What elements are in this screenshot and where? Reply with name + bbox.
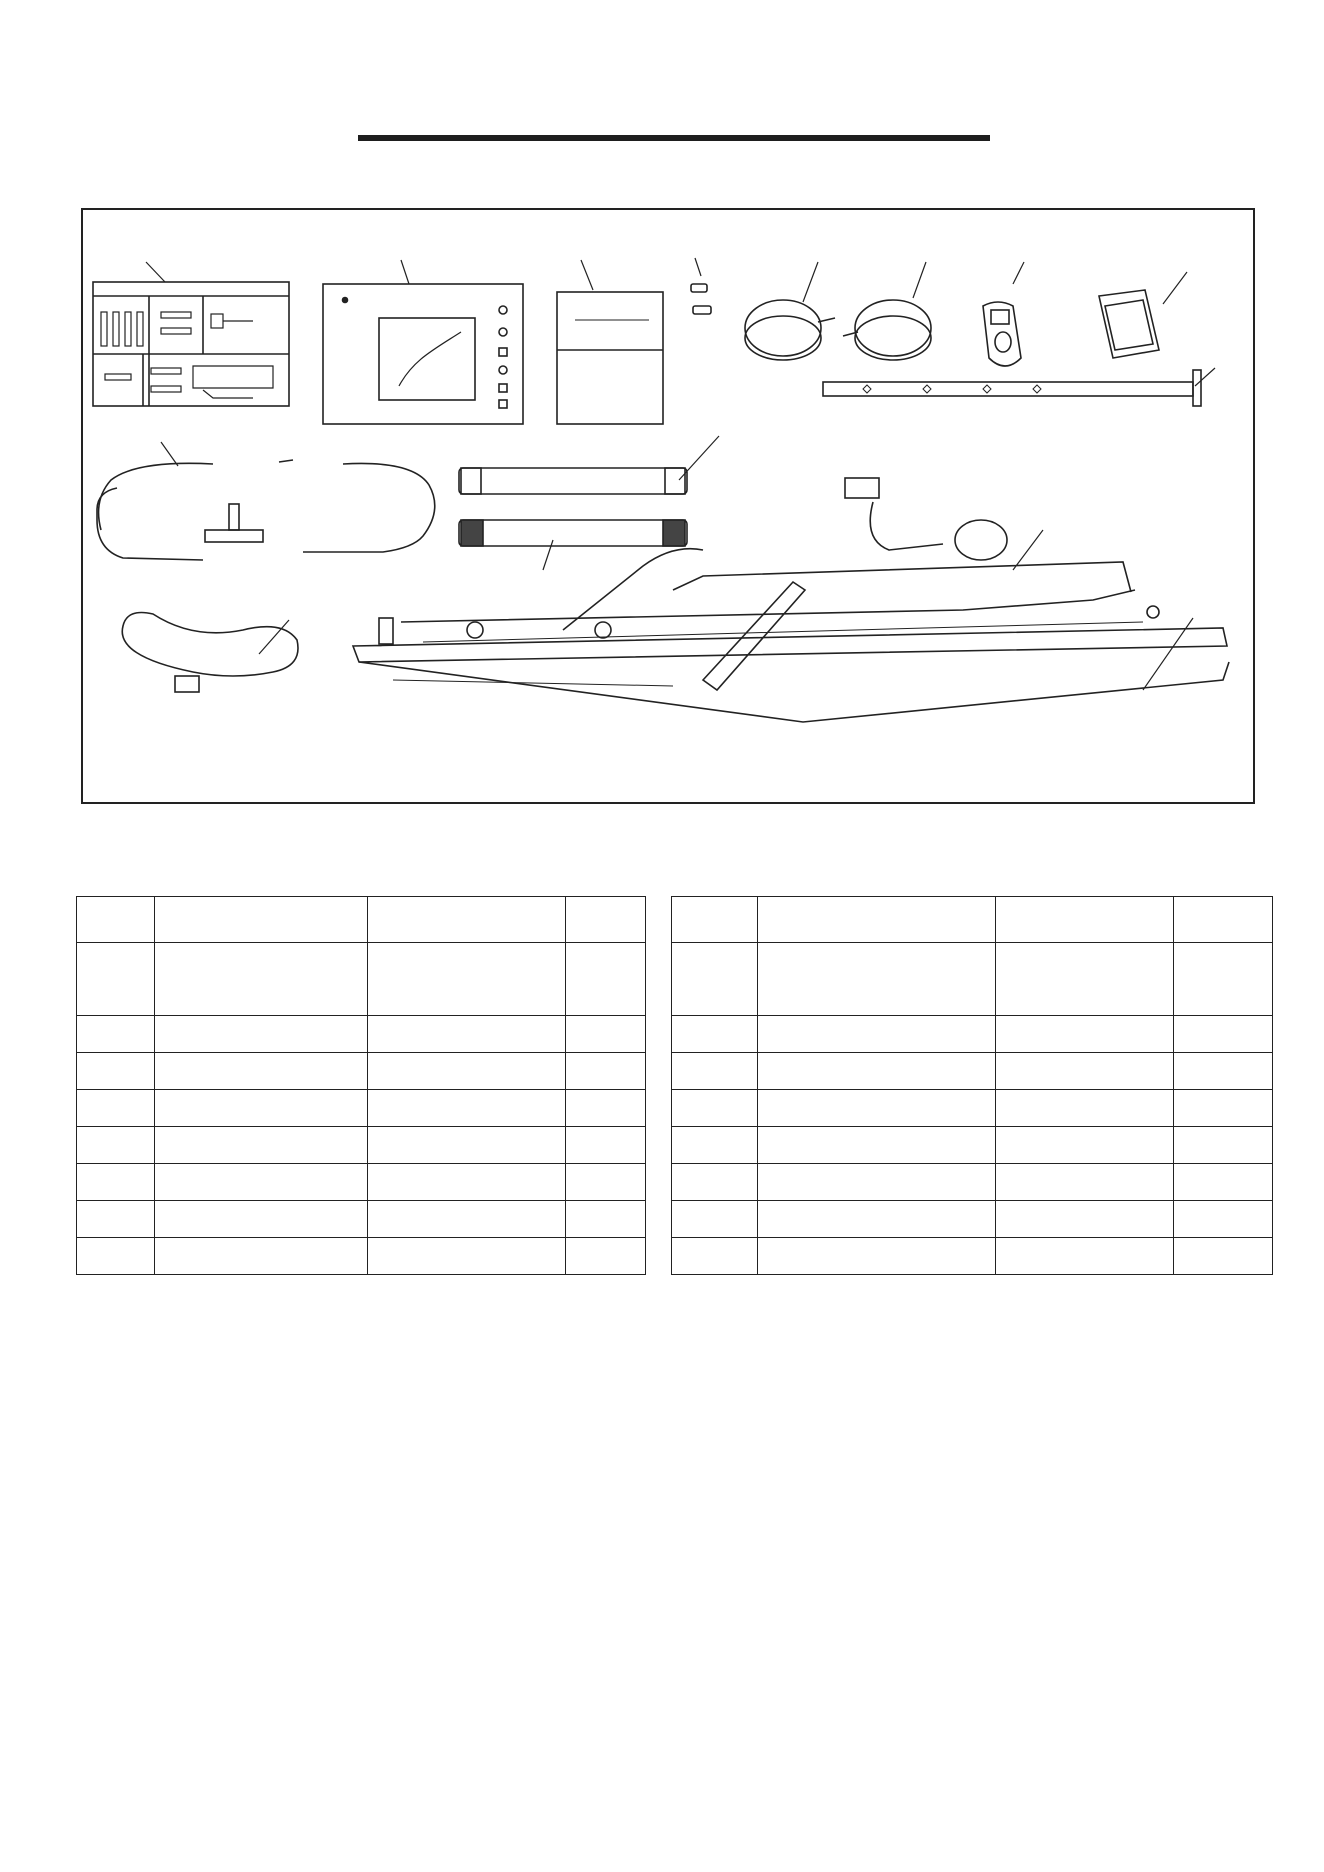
table-row xyxy=(77,1164,646,1201)
table-cell xyxy=(1174,943,1273,1016)
table-cell xyxy=(566,943,646,1016)
table-header-row xyxy=(672,897,1273,943)
seat xyxy=(122,613,298,693)
table-cell xyxy=(672,1201,758,1238)
header-cell xyxy=(368,897,566,943)
table-cell xyxy=(758,1053,996,1090)
table-cell xyxy=(368,1201,566,1238)
table-cell xyxy=(672,1127,758,1164)
table-cell xyxy=(155,1127,368,1164)
table-row xyxy=(77,1201,646,1238)
table-row xyxy=(77,1016,646,1053)
table-cell xyxy=(996,1090,1174,1127)
table-row xyxy=(672,1238,1273,1275)
table-cell xyxy=(1174,1201,1273,1238)
table-cell xyxy=(996,1016,1174,1053)
table-cell xyxy=(368,943,566,1016)
table-cell xyxy=(672,1016,758,1053)
table-cell xyxy=(566,1053,646,1090)
table-cell xyxy=(368,1127,566,1164)
table-cell xyxy=(758,1016,996,1053)
table-row xyxy=(77,1127,646,1164)
table-cell xyxy=(758,1090,996,1127)
table-cell xyxy=(996,1238,1174,1275)
table-row xyxy=(672,1016,1273,1053)
table-cell xyxy=(996,1164,1174,1201)
table-cell xyxy=(77,1053,155,1090)
table-cell xyxy=(155,1053,368,1090)
table-row xyxy=(672,1164,1273,1201)
table-cell xyxy=(77,943,155,1016)
table-cell xyxy=(566,1238,646,1275)
table-row xyxy=(672,1090,1273,1127)
table-cell xyxy=(758,1164,996,1201)
table-cell xyxy=(77,1238,155,1275)
table-cell xyxy=(758,1127,996,1164)
table-cell xyxy=(155,1201,368,1238)
handlebar xyxy=(97,460,435,560)
table-cell xyxy=(566,1090,646,1127)
parts-table-right xyxy=(671,896,1273,1275)
table-cell xyxy=(566,1201,646,1238)
table-cell xyxy=(155,1016,368,1053)
table-cell xyxy=(1174,1127,1273,1164)
table-cell xyxy=(1174,1053,1273,1090)
table-cell xyxy=(758,1238,996,1275)
table-cell xyxy=(566,1127,646,1164)
header-cell xyxy=(77,897,155,943)
table-row xyxy=(672,1201,1273,1238)
tablet-holder xyxy=(1099,290,1159,358)
table-row xyxy=(77,1238,646,1275)
table-cell xyxy=(996,1127,1174,1164)
table-cell xyxy=(672,1164,758,1201)
header-cell xyxy=(996,897,1174,943)
front-stabilizer xyxy=(459,468,687,494)
parts-table-left xyxy=(76,896,646,1275)
right-pedal xyxy=(843,300,931,360)
table-cell xyxy=(758,1201,996,1238)
title-rule xyxy=(358,135,990,141)
batteries xyxy=(691,284,711,314)
table-cell xyxy=(758,943,996,1016)
table-cell xyxy=(1174,1016,1273,1053)
left-pedal xyxy=(745,300,835,360)
table-header-row xyxy=(77,897,646,943)
table-cell xyxy=(1174,1090,1273,1127)
rear-stabilizer xyxy=(459,520,687,546)
table-cell xyxy=(155,1238,368,1275)
table-cell xyxy=(368,1238,566,1275)
hardware-pack xyxy=(93,282,289,406)
manual-booklet xyxy=(323,284,523,424)
header-cell xyxy=(155,897,368,943)
table-cell xyxy=(996,1053,1174,1090)
parts-illustration xyxy=(83,210,1253,802)
table-cell xyxy=(566,1164,646,1201)
table-cell xyxy=(77,1090,155,1127)
table-cell xyxy=(672,1238,758,1275)
header-cell xyxy=(1174,897,1273,943)
header-cell xyxy=(758,897,996,943)
table-cell xyxy=(672,1053,758,1090)
computer-console xyxy=(983,302,1021,366)
main-frame xyxy=(353,549,1229,722)
table-cell xyxy=(566,1016,646,1053)
handlebar-stem xyxy=(845,478,1007,560)
table-cell xyxy=(77,1164,155,1201)
parts-illustration-frame xyxy=(81,208,1255,804)
table-cell xyxy=(672,943,758,1016)
header-cell xyxy=(566,897,646,943)
table-cell xyxy=(1174,1164,1273,1201)
table-cell xyxy=(1174,1238,1273,1275)
table-row xyxy=(77,1090,646,1127)
table-cell xyxy=(155,943,368,1016)
table-row xyxy=(672,1053,1273,1090)
table-cell xyxy=(77,1201,155,1238)
table-cell xyxy=(368,1090,566,1127)
table-cell xyxy=(155,1164,368,1201)
seat-post xyxy=(823,370,1201,406)
table-cell xyxy=(996,1201,1174,1238)
table-row xyxy=(77,1053,646,1090)
header-cell xyxy=(672,897,758,943)
table-cell xyxy=(368,1164,566,1201)
table-cell xyxy=(155,1090,368,1127)
table-subheader-row xyxy=(77,943,646,1016)
table-cell xyxy=(368,1053,566,1090)
table-subheader-row xyxy=(672,943,1273,1016)
table-cell xyxy=(77,1127,155,1164)
table-cell xyxy=(368,1016,566,1053)
table-cell xyxy=(996,943,1174,1016)
leader-lines xyxy=(146,258,1215,690)
table-cell xyxy=(77,1016,155,1053)
table-row xyxy=(672,1127,1273,1164)
quick-guide-card xyxy=(557,292,663,424)
table-cell xyxy=(672,1090,758,1127)
